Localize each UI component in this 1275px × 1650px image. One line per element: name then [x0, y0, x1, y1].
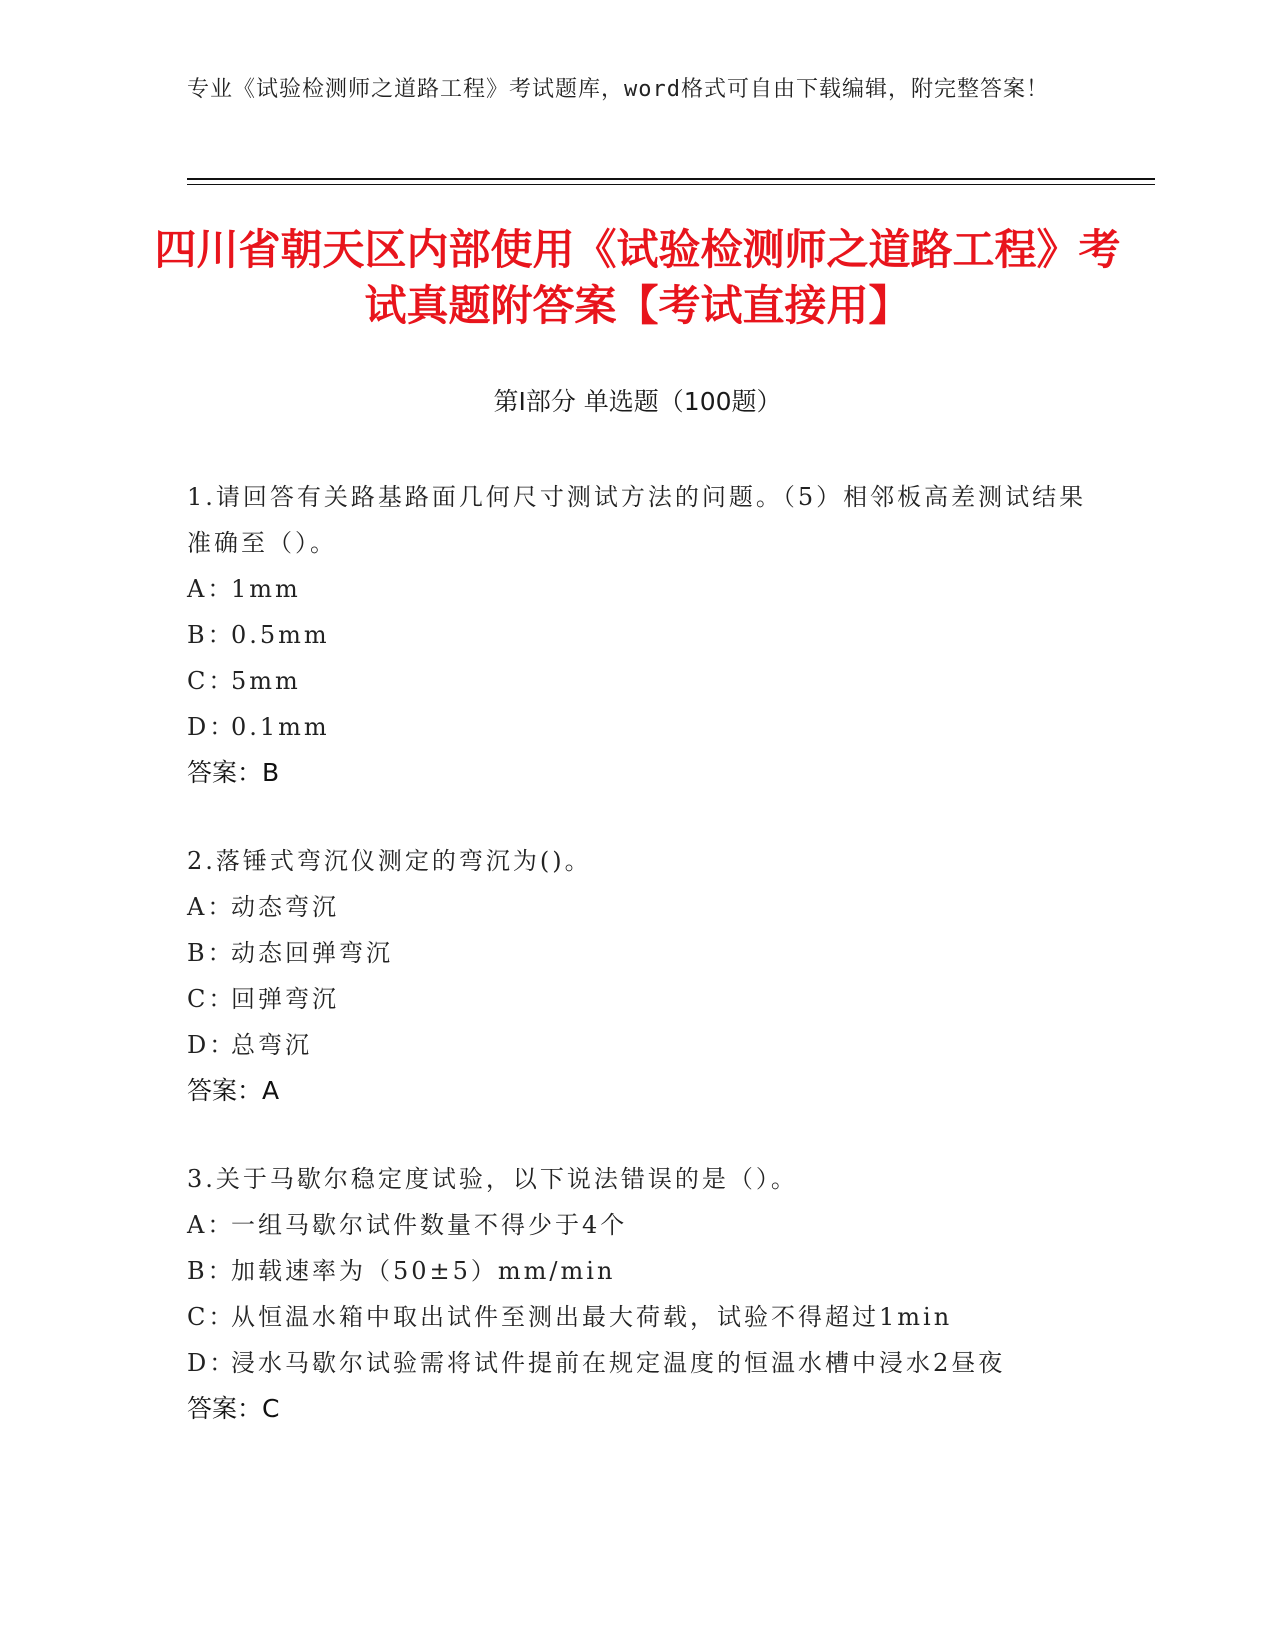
option-letter: D： — [187, 713, 237, 741]
option-c — [187, 976, 1087, 1022]
question-1 — [187, 474, 1087, 796]
option-b — [187, 612, 1087, 658]
option-d — [187, 704, 1087, 750]
option-letter: D： — [187, 1349, 237, 1377]
option-text: 回弹弯沉 — [231, 985, 339, 1013]
question-text: 3.关于马歇尔稳定度试验，以下说法错误的是（）。 — [187, 1165, 798, 1193]
option-letter: B： — [187, 621, 235, 649]
header-rule-thick — [187, 178, 1155, 180]
option-d — [187, 1022, 1087, 1068]
option-c — [187, 658, 1087, 704]
header-note: 专业《试验检测师之道路工程》考试题库，word格式可自由下载编辑，附完整答案！ — [187, 77, 1049, 102]
question-list — [187, 474, 1087, 1474]
option-a — [187, 884, 1087, 930]
question-3 — [187, 1156, 1087, 1432]
answer-line: 答案：B — [187, 758, 280, 787]
option-text: 总弯沉 — [231, 1031, 312, 1059]
option-letter: A： — [187, 893, 235, 921]
answer-line: 答案：A — [187, 1076, 280, 1105]
header-rule-thin — [187, 184, 1155, 185]
option-c — [187, 1294, 1087, 1340]
section-heading: 第Ⅰ部分 单选题（100题） — [493, 387, 782, 416]
option-a — [187, 1202, 1087, 1248]
option-letter: C： — [187, 1303, 236, 1331]
option-text: 动态弯沉 — [231, 893, 339, 921]
option-text: 浸水马歇尔试验需将试件提前在规定温度的恒温水槽中浸水2昼夜 — [231, 1349, 1006, 1377]
option-text: 一组马歇尔试件数量不得少于4个 — [231, 1211, 628, 1239]
answer-line: 答案：C — [187, 1394, 280, 1423]
question-2 — [187, 838, 1087, 1114]
option-text: 从恒温水箱中取出试件至测出最大荷载，试验不得超过1min — [231, 1303, 953, 1331]
option-b — [187, 1248, 1087, 1294]
option-a — [187, 566, 1087, 612]
option-text: 0.5mm — [231, 621, 330, 649]
option-b — [187, 930, 1087, 976]
option-text: 0.1mm — [231, 713, 330, 741]
option-letter: A： — [187, 575, 235, 603]
option-letter: C： — [187, 985, 236, 1013]
option-text: 1mm — [231, 575, 301, 603]
option-text: 动态回弹弯沉 — [231, 939, 393, 967]
option-letter: A： — [187, 1211, 235, 1239]
question-text: 2.落锤式弯沉仪测定的弯沉为()。 — [187, 847, 592, 875]
option-letter: B： — [187, 939, 235, 967]
document-title: 四川省朝天区内部使用《试验检测师之道路工程》考试真题附答案【考试直接用】 — [154, 225, 1121, 330]
option-text: 加载速率为（50±5）mm/min — [231, 1257, 616, 1285]
question-text: 1.请回答有关路基路面几何尺寸测试方法的问题。（5）相邻板高差测试结果准确至（）。 — [187, 483, 1087, 557]
option-letter: B： — [187, 1257, 235, 1285]
option-letter: C： — [187, 667, 236, 695]
option-d — [187, 1340, 1087, 1386]
option-text: 5mm — [231, 667, 301, 695]
option-letter: D： — [187, 1031, 237, 1059]
